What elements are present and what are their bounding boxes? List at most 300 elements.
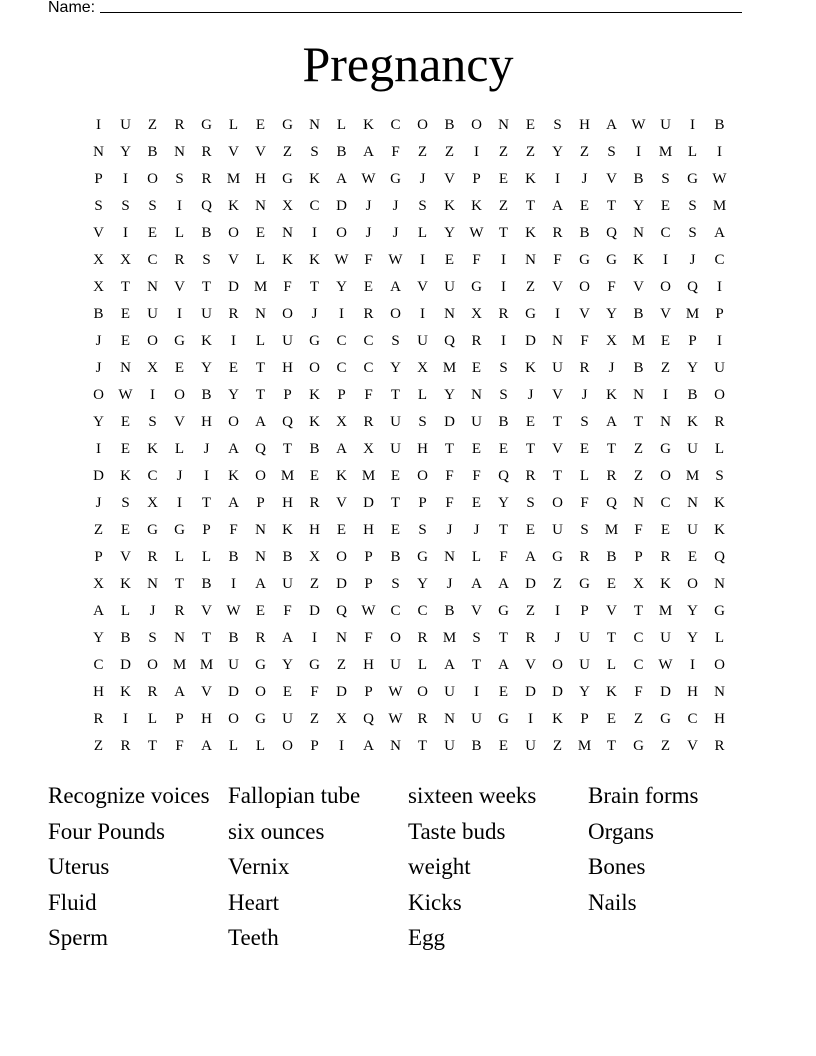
grid-letter[interactable]: O [147,171,158,187]
grid-letter[interactable]: O [417,468,428,484]
grid-letter[interactable]: V [606,603,617,619]
grid-letter[interactable]: C [660,495,671,511]
grid-letter[interactable]: E [579,441,590,457]
grid-letter[interactable]: G [201,117,212,133]
grid-letter[interactable]: V [174,279,185,295]
grid-letter[interactable]: Y [120,144,131,160]
grid-letter[interactable]: E [660,198,671,214]
grid-letter[interactable]: J [365,225,372,241]
grid-letter[interactable]: I [339,306,344,322]
grid-letter[interactable]: Y [444,387,455,403]
grid-letter[interactable]: Q [606,225,617,241]
grid-letter[interactable]: U [660,117,671,133]
grid-letter[interactable]: B [282,549,293,565]
grid-letter[interactable]: R [120,738,131,754]
grid-letter[interactable]: Z [309,576,320,592]
grid-letter[interactable]: A [471,576,482,592]
grid-letter[interactable]: T [444,441,455,457]
grid-letter[interactable]: C [93,657,104,673]
grid-letter[interactable]: U [444,279,455,295]
grid-letter[interactable]: S [553,117,562,133]
grid-letter[interactable]: W [118,387,133,403]
grid-letter[interactable]: X [417,360,428,376]
grid-letter[interactable]: I [555,603,560,619]
grid-letter[interactable]: G [417,549,428,565]
grid-letter[interactable]: O [228,414,239,430]
grid-letter[interactable]: Z [444,144,455,160]
grid-letter[interactable]: M [280,468,295,484]
grid-letter[interactable]: T [606,738,617,754]
grid-letter[interactable]: J [581,387,588,403]
grid-letter[interactable]: T [255,387,266,403]
grid-letter[interactable]: C [390,603,401,619]
grid-letter[interactable]: I [717,279,722,295]
grid-letter[interactable]: B [201,225,212,241]
grid-letter[interactable]: R [579,360,590,376]
grid-letter[interactable]: O [93,387,104,403]
grid-letter[interactable]: T [417,738,428,754]
grid-letter[interactable]: J [446,522,453,538]
grid-letter[interactable]: S [688,225,697,241]
grid-letter[interactable]: Y [282,657,293,673]
grid-letter[interactable]: Y [498,495,509,511]
grid-letter[interactable]: G [660,441,671,457]
grid-letter[interactable]: L [255,252,266,268]
grid-letter[interactable]: E [471,441,482,457]
grid-letter[interactable]: G [606,252,617,268]
grid-letter[interactable]: D [525,684,536,700]
grid-letter[interactable]: M [685,468,700,484]
grid-letter[interactable]: W [334,252,349,268]
grid-letter[interactable]: Y [201,360,212,376]
grid-letter[interactable]: N [255,306,266,322]
grid-letter[interactable]: I [231,576,236,592]
grid-letter[interactable]: I [177,495,182,511]
grid-letter[interactable]: V [660,306,671,322]
grid-letter[interactable]: C [633,657,644,673]
grid-letter[interactable]: N [444,711,455,727]
grid-letter[interactable]: L [255,738,266,754]
grid-letter[interactable]: B [336,144,347,160]
grid-letter[interactable]: E [660,333,671,349]
grid-letter[interactable]: L [417,657,428,673]
grid-letter[interactable]: P [94,549,103,565]
grid-letter[interactable]: N [255,522,266,538]
grid-letter[interactable]: O [660,279,671,295]
grid-letter[interactable]: S [499,387,508,403]
grid-letter[interactable]: K [201,333,212,349]
grid-letter[interactable]: E [444,252,455,268]
grid-letter[interactable]: L [120,603,131,619]
grid-letter[interactable]: V [174,414,185,430]
grid-letter[interactable]: E [309,468,320,484]
grid-letter[interactable]: A [525,549,536,565]
grid-letter[interactable]: S [580,522,589,538]
grid-letter[interactable]: S [499,360,508,376]
grid-letter[interactable]: I [339,738,344,754]
grid-letter[interactable]: G [579,252,590,268]
grid-letter[interactable]: K [120,576,131,592]
grid-letter[interactable]: B [579,225,590,241]
grid-letter[interactable]: R [525,468,536,484]
grid-letter[interactable]: T [606,198,617,214]
grid-letter[interactable]: S [607,144,616,160]
grid-letter[interactable]: O [417,684,428,700]
grid-letter[interactable]: I [420,252,425,268]
grid-letter[interactable]: N [633,225,644,241]
grid-letter[interactable]: B [714,117,725,133]
grid-letter[interactable]: B [201,576,212,592]
grid-letter[interactable]: U [552,360,563,376]
grid-letter[interactable]: Z [93,522,104,538]
grid-letter[interactable]: Z [498,198,509,214]
grid-letter[interactable]: R [606,468,617,484]
grid-letter[interactable]: O [255,468,266,484]
grid-letter[interactable]: M [442,360,457,376]
grid-letter[interactable]: Y [336,279,347,295]
grid-letter[interactable]: Y [93,414,104,430]
grid-letter[interactable]: Z [633,441,644,457]
grid-letter[interactable]: X [336,711,347,727]
grid-letter[interactable]: R [363,306,374,322]
grid-letter[interactable]: E [498,684,509,700]
grid-letter[interactable]: J [392,198,399,214]
grid-letter[interactable]: N [444,549,455,565]
grid-letter[interactable]: O [309,360,320,376]
grid-letter[interactable]: G [255,711,266,727]
grid-letter[interactable]: W [658,657,673,673]
grid-letter[interactable]: R [660,549,671,565]
grid-letter[interactable]: Z [525,279,536,295]
grid-letter[interactable]: F [175,738,184,754]
grid-letter[interactable]: V [552,279,563,295]
grid-letter[interactable]: Z [552,738,563,754]
grid-letter[interactable]: S [418,198,427,214]
grid-letter[interactable]: U [120,117,131,133]
grid-letter[interactable]: A [498,576,509,592]
grid-letter[interactable]: X [93,252,104,268]
grid-letter[interactable]: Y [579,684,590,700]
grid-letter[interactable]: P [256,495,265,511]
grid-letter[interactable]: V [201,684,212,700]
grid-letter[interactable]: T [201,630,212,646]
grid-letter[interactable]: U [687,441,698,457]
grid-letter[interactable]: P [418,495,427,511]
grid-letter[interactable]: Y [633,198,644,214]
grid-letter[interactable]: T [120,279,131,295]
grid-letter[interactable]: O [390,630,401,646]
grid-letter[interactable]: I [528,711,533,727]
grid-letter[interactable]: V [552,441,563,457]
grid-letter[interactable]: O [579,279,590,295]
grid-letter[interactable]: B [471,738,482,754]
grid-letter[interactable]: N [282,225,293,241]
grid-letter[interactable]: R [309,495,320,511]
grid-letter[interactable]: P [688,333,697,349]
grid-letter[interactable]: X [336,414,347,430]
grid-letter[interactable]: V [579,306,590,322]
grid-letter[interactable]: T [471,657,482,673]
grid-letter[interactable]: K [363,117,374,133]
grid-letter[interactable]: D [525,333,536,349]
grid-letter[interactable]: P [202,522,211,538]
grid-letter[interactable]: U [201,306,212,322]
grid-letter[interactable]: R [714,738,725,754]
grid-letter[interactable]: L [228,738,239,754]
grid-letter[interactable]: C [687,711,698,727]
grid-letter[interactable]: R [471,333,482,349]
grid-letter[interactable]: D [309,603,320,619]
grid-letter[interactable]: Z [93,738,104,754]
grid-letter[interactable]: E [255,225,266,241]
grid-letter[interactable]: E [525,117,536,133]
grid-letter[interactable]: C [417,603,428,619]
grid-letter[interactable]: A [174,684,185,700]
grid-letter[interactable]: H [687,684,698,700]
grid-letter[interactable]: Q [444,333,455,349]
grid-letter[interactable]: F [364,630,373,646]
grid-letter[interactable]: K [309,171,320,187]
grid-letter[interactable]: A [552,198,563,214]
grid-letter[interactable]: I [177,306,182,322]
grid-letter[interactable]: Y [687,630,698,646]
grid-letter[interactable]: L [147,711,158,727]
grid-letter[interactable]: Q [498,468,509,484]
grid-letter[interactable]: Z [660,738,671,754]
grid-letter[interactable]: M [658,603,673,619]
grid-letter[interactable]: I [312,225,317,241]
grid-letter[interactable]: L [606,657,617,673]
grid-letter[interactable]: E [390,468,401,484]
grid-letter[interactable]: U [390,441,401,457]
grid-letter[interactable]: G [660,711,671,727]
grid-letter[interactable]: N [660,414,671,430]
grid-letter[interactable]: B [606,549,617,565]
grid-letter[interactable]: Z [633,711,644,727]
grid-letter[interactable]: L [174,225,185,241]
grid-letter[interactable]: E [255,117,266,133]
grid-letter[interactable]: I [96,117,101,133]
grid-letter[interactable]: H [309,522,320,538]
grid-letter[interactable]: S [715,468,724,484]
grid-letter[interactable]: R [147,549,158,565]
grid-letter[interactable]: Q [363,711,374,727]
grid-letter[interactable]: E [120,333,131,349]
grid-letter[interactable]: M [631,333,646,349]
grid-letter[interactable]: D [444,414,455,430]
grid-letter[interactable]: F [580,333,589,349]
grid-letter[interactable]: S [148,630,157,646]
grid-letter[interactable]: Q [282,414,293,430]
grid-letter[interactable]: I [690,657,695,673]
grid-letter[interactable]: H [363,522,374,538]
grid-letter[interactable]: D [93,468,104,484]
grid-letter[interactable]: O [147,657,158,673]
grid-letter[interactable]: F [310,684,319,700]
grid-letter[interactable]: T [255,360,266,376]
grid-letter[interactable]: W [631,117,646,133]
grid-letter[interactable]: M [172,657,187,673]
grid-letter[interactable]: T [390,387,401,403]
grid-letter[interactable]: G [498,711,509,727]
grid-letter[interactable]: D [336,684,347,700]
grid-letter[interactable]: K [471,198,482,214]
grid-letter[interactable]: A [363,144,374,160]
grid-letter[interactable]: P [472,171,481,187]
grid-letter[interactable]: I [312,630,317,646]
grid-letter[interactable]: X [282,198,293,214]
grid-letter[interactable]: G [390,171,401,187]
grid-letter[interactable]: E [687,549,698,565]
grid-letter[interactable]: V [93,225,104,241]
grid-letter[interactable]: W [388,252,403,268]
grid-letter[interactable]: F [472,252,481,268]
grid-letter[interactable]: O [552,657,563,673]
grid-letter[interactable]: A [336,441,347,457]
grid-letter[interactable]: G [309,333,320,349]
grid-letter[interactable]: I [555,306,560,322]
grid-letter[interactable]: B [498,414,509,430]
grid-letter[interactable]: T [498,225,509,241]
grid-letter[interactable]: Q [714,549,725,565]
grid-letter[interactable]: X [606,333,617,349]
grid-letter[interactable]: J [527,387,534,403]
grid-letter[interactable]: G [579,576,590,592]
grid-letter[interactable]: F [391,144,400,160]
grid-letter[interactable]: I [150,387,155,403]
grid-letter[interactable]: G [255,657,266,673]
grid-letter[interactable]: N [255,198,266,214]
grid-letter[interactable]: V [120,549,131,565]
grid-letter[interactable]: O [282,738,293,754]
grid-letter[interactable]: P [175,711,184,727]
grid-letter[interactable]: F [229,522,238,538]
grid-letter[interactable]: O [714,387,725,403]
grid-letter[interactable]: A [93,603,104,619]
grid-letter[interactable]: I [663,387,668,403]
grid-letter[interactable]: F [445,468,454,484]
grid-letter[interactable]: L [336,117,347,133]
grid-letter[interactable]: R [579,549,590,565]
grid-letter[interactable]: Y [444,225,455,241]
grid-letter[interactable]: U [579,657,590,673]
grid-letter[interactable]: Z [633,468,644,484]
grid-letter[interactable]: N [633,387,644,403]
grid-letter[interactable]: K [606,387,617,403]
grid-letter[interactable]: T [498,630,509,646]
grid-letter[interactable]: I [204,468,209,484]
grid-letter[interactable]: B [309,441,320,457]
grid-letter[interactable]: N [174,630,185,646]
name-line[interactable] [100,0,742,13]
grid-letter[interactable]: K [633,252,644,268]
grid-letter[interactable]: V [633,279,644,295]
grid-letter[interactable]: J [95,360,102,376]
grid-letter[interactable]: G [498,603,509,619]
grid-letter[interactable]: S [121,495,130,511]
grid-letter[interactable]: N [309,117,320,133]
grid-letter[interactable]: B [633,306,644,322]
grid-letter[interactable]: C [336,333,347,349]
grid-letter[interactable]: C [147,468,158,484]
grid-letter[interactable]: X [147,360,158,376]
grid-letter[interactable]: R [201,144,212,160]
grid-letter[interactable]: E [363,279,374,295]
grid-letter[interactable]: S [418,522,427,538]
grid-letter[interactable]: T [147,738,158,754]
grid-letter[interactable]: T [201,495,212,511]
grid-letter[interactable]: B [228,549,239,565]
grid-letter[interactable]: L [174,441,185,457]
grid-letter[interactable]: F [364,387,373,403]
grid-letter[interactable]: S [94,198,103,214]
grid-letter[interactable]: X [363,441,374,457]
grid-letter[interactable]: H [282,360,293,376]
grid-letter[interactable]: Z [660,360,671,376]
grid-letter[interactable]: E [525,414,536,430]
grid-letter[interactable]: B [228,630,239,646]
grid-letter[interactable]: U [282,711,293,727]
grid-letter[interactable]: I [501,279,506,295]
grid-letter[interactable]: H [201,414,212,430]
grid-letter[interactable]: O [390,306,401,322]
grid-letter[interactable]: N [120,360,131,376]
grid-letter[interactable]: G [633,738,644,754]
grid-letter[interactable]: P [364,549,373,565]
grid-letter[interactable]: E [606,576,617,592]
grid-letter[interactable]: N [714,684,725,700]
grid-letter[interactable]: A [201,738,212,754]
grid-letter[interactable]: Y [390,360,401,376]
grid-letter[interactable]: L [417,225,428,241]
grid-letter[interactable]: O [228,711,239,727]
grid-letter[interactable]: N [498,117,509,133]
grid-letter[interactable]: T [309,279,320,295]
grid-letter[interactable]: S [418,414,427,430]
grid-letter[interactable]: U [390,414,401,430]
grid-letter[interactable]: Q [336,603,347,619]
grid-letter[interactable]: E [498,441,509,457]
grid-letter[interactable]: I [123,171,128,187]
grid-letter[interactable]: D [363,495,374,511]
grid-letter[interactable]: F [553,252,562,268]
grid-letter[interactable]: P [580,711,589,727]
grid-letter[interactable]: B [390,549,401,565]
grid-letter[interactable]: S [472,630,481,646]
grid-letter[interactable]: C [633,630,644,646]
grid-letter[interactable]: M [658,144,673,160]
name-field[interactable] [48,0,742,19]
grid-letter[interactable]: Y [228,387,239,403]
grid-letter[interactable]: T [606,441,617,457]
grid-letter[interactable]: I [501,333,506,349]
grid-letter[interactable]: N [471,387,482,403]
grid-letter[interactable]: L [471,549,482,565]
grid-letter[interactable]: B [633,171,644,187]
grid-letter[interactable]: F [580,495,589,511]
grid-letter[interactable]: T [525,441,536,457]
grid-letter[interactable]: K [606,684,617,700]
grid-letter[interactable]: K [120,684,131,700]
grid-letter[interactable]: S [661,171,670,187]
grid-letter[interactable]: D [552,684,563,700]
grid-letter[interactable]: D [336,576,347,592]
grid-letter[interactable]: I [123,225,128,241]
grid-letter[interactable]: J [554,630,561,646]
grid-letter[interactable]: V [228,252,239,268]
grid-letter[interactable]: T [525,198,536,214]
grid-letter[interactable]: V [471,603,482,619]
